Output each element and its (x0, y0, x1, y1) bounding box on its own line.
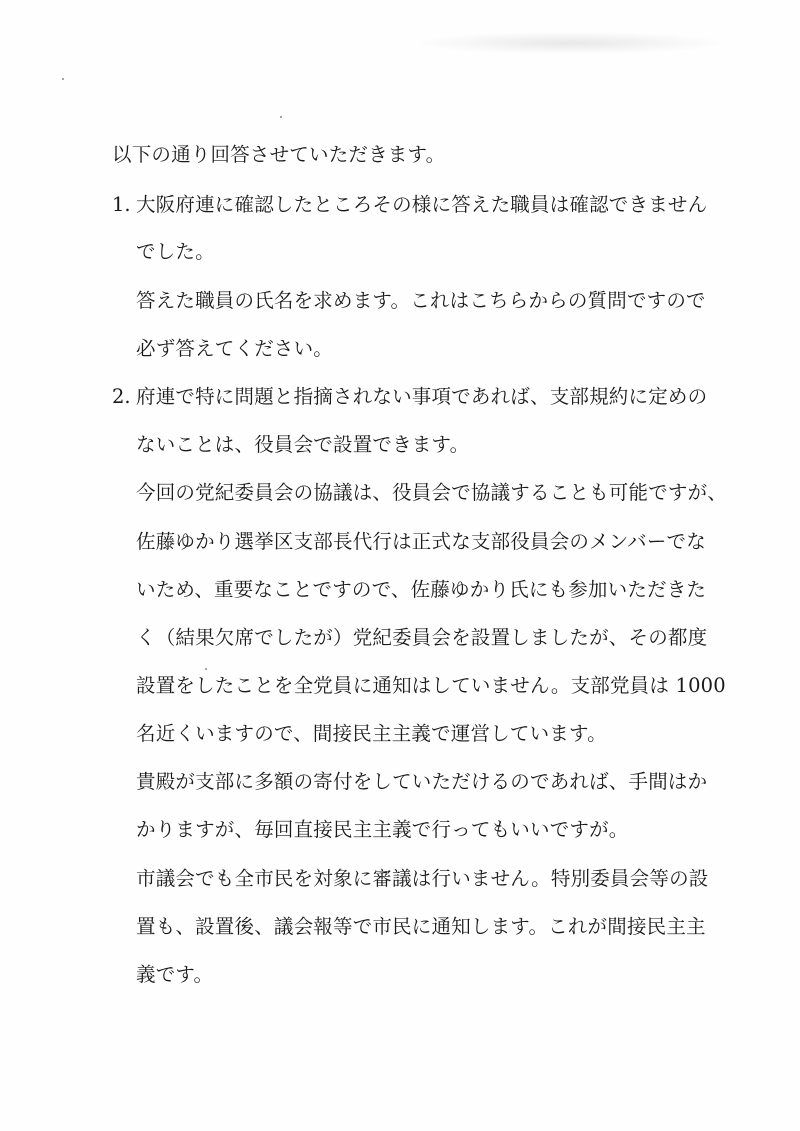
item-2-line: 今回の党紀委員会の協議は、役員会で協議することも可能ですが、 (136, 481, 728, 504)
item-number: 1. (112, 193, 131, 216)
item-2-line: 置も、設置後、議会報等で市民に通知します。これが間接民主主 (136, 915, 706, 938)
item-2-line: 設置をしたことを全党員に通知はしていません。支部党員は 1000 (136, 674, 726, 697)
scan-speck (62, 78, 64, 80)
item-2-line: 貴殿が支部に多額の寄付をしていただけるのであれば、手間はか (136, 770, 708, 793)
item-2-line: 佐藤ゆかり選挙区支部長代行は正式な支部役員会のメンバーでな (136, 530, 706, 553)
intro-text: 以下の通り回答させていただきます。 (112, 143, 446, 166)
item-2-line: 義です。 (136, 963, 214, 986)
scan-smudge (420, 32, 720, 54)
item-2-line: ないことは、役員会で設置できます。 (136, 433, 470, 456)
item-2-line: 名近くいますので、間接民主主義で運営しています。 (136, 722, 607, 745)
item-2-line: いため、重要なことですので、佐藤ゆかり氏にも参加いただきた (136, 578, 707, 601)
item-1-line: でした。 (136, 240, 215, 263)
item-2-line: かりますが、毎回直接民主主義で行ってもいいですが。 (136, 818, 629, 841)
scan-speck (280, 116, 282, 118)
item-1-line: 答えた職員の氏名を求めます。これはこちらからの質問ですので (136, 289, 706, 312)
item-2-line: 府連で特に問題と指摘されない事項であれば、支部規約に定めの (136, 385, 708, 408)
item-2-line: 市議会でも全市民を対象に審議は行いません。特別委員会等の設 (136, 867, 709, 890)
item-1-line: 大阪府連に確認したところその様に答えた職員は確認できません (136, 193, 708, 216)
item-2-line: く（結果欠席でしたが）党紀委員会を設置しましたが、その都度 (136, 626, 708, 649)
item-1-line: 必ず答えてください。 (136, 337, 334, 360)
item-number: 2. (112, 385, 131, 408)
scan-speck (205, 668, 207, 670)
